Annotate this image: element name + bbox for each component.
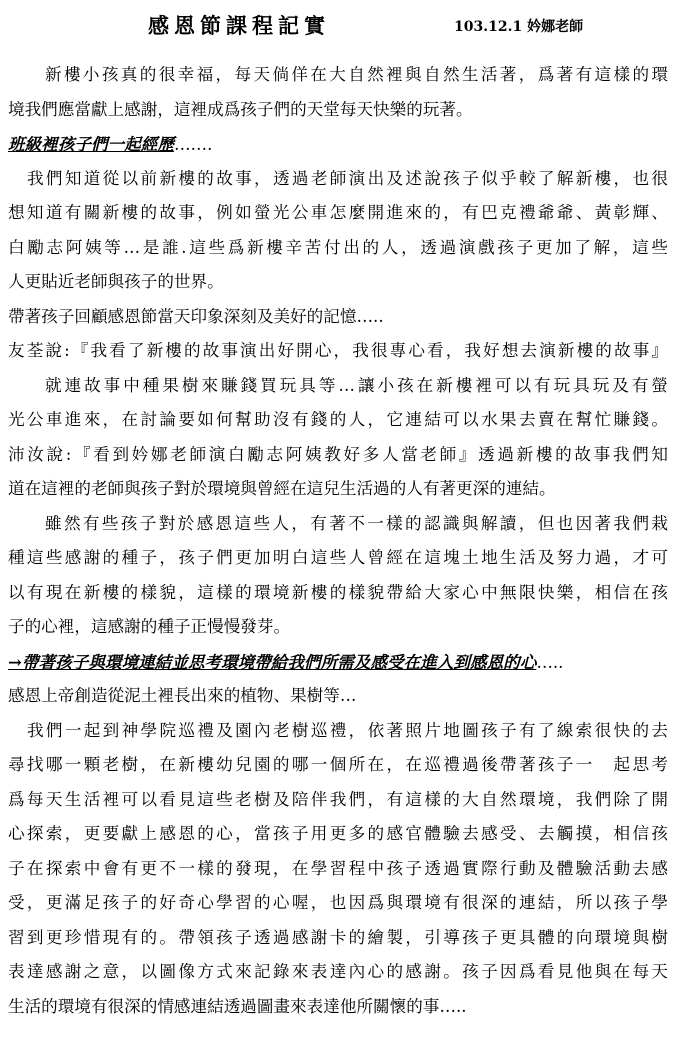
quote-line: 沛汝說:『看到妗娜老師演白勵志阿姨教好多人當老師』透過新樓的故事我們知 [8,444,668,464]
paragraph-line: 感恩上帝創造從泥土裡長出來的植物、果樹等… [8,686,357,705]
paragraph-line: 子的心裡，這感謝的種子正慢慢發芽。 [8,617,291,636]
paragraph-line: 道在這裡的老師與孩子對於環境與曾經在這兒生活過的人有著更深的連結。 [8,479,556,498]
paragraph-line: 以有現在新樓的樣貌，這樣的環境新樓的樣貌帶給大家心中無限快樂，相信在孩 [8,582,668,602]
section-heading [8,645,668,680]
paragraph-line: 爲每天生活裡可以看見這些老樹及陪伴我們，有這樣的大自然環境，我們除了開 [8,789,668,809]
paragraph-line: 就連故事中種果樹來賺錢買玩具等…讓小孩在新樓裡可以有玩具玩及有螢 [45,375,668,395]
paragraph-line: 白勵志阿姨等…是誰.這些爲新樓辛苦付出的人，透過演戲孩子更加了解，這些 [8,237,668,257]
paragraph-line: 習到更珍惜現有的。帶領孩子透過感謝卡的繪製，引導孩子更具體的向環境與樹 [8,927,668,947]
paragraph-line: 人更貼近老師與孩子的世界。 [8,272,224,291]
paragraph-line: 境我們應當獻上感謝，這裡成爲孩子們的天堂每天快樂的玩著。 [8,99,473,119]
paragraph-line: 光公車進來，在討論要如何幫助沒有錢的人，它連結可以水果去賣在幫忙賺錢。 [8,410,668,429]
paragraph-line: 種這些感謝的種子，孩子們更加明白這些人曾經在這塊土地生活及努力過，才可 [8,548,668,567]
paragraph-line: 生活的環境有很深的情感連結透過圖畫來表達他所關懷的事….. [8,996,467,1016]
paragraph-line: 想知道有關新樓的故事，例如螢光公車怎麼開進來的，有巴克禮爺爺、黃彰輝、 [8,203,668,222]
paragraph-line: 心探索，更要獻上感恩的心，當孩子用更多的感官體驗去感受、去觸摸，相信孩 [8,824,668,843]
paragraph-line: 雖然有些孩子對於感恩這些人，有著不一樣的認識與解讀，但也因著我們栽 [45,513,668,533]
paragraph-line: 子在探索中會有更不一樣的發現，在學習程中孩子透過實際行動及體驗活動去感 [8,858,668,878]
quote-line: 友荃說:『我看了新樓的故事演出好開心，我很專心看，我好想去演新樓的故事』 [8,341,668,360]
document-body [8,58,668,1024]
section-heading-ellipsis: ……. [173,135,213,154]
document-header [0,8,686,42]
paragraph-line: 新樓小孩真的很幸福，每天倘佯在大自然裡與自然生活著，爲著有這樣的環 [45,65,668,84]
paragraph-line: 受，更滿足孩子的好奇心學習的心喔，也因爲與環境有很深的連結，所以孩子學 [8,893,668,912]
paragraph-line: 尋找哪一顆老樹，在新樓幼兒園的哪一個所在，在巡禮過後帶著孩子一 起思考 [8,755,668,774]
paragraph-line: 我們一起到神學院巡禮及園內老樹巡禮，依著照片地圖孩子有了線索很快的去 [27,720,668,740]
paragraph-line: 我們知道從以前新樓的故事，透過老師演出及述說孩子似乎較了解新樓，也很 [27,168,668,188]
paragraph-line: 表達感謝之意，以圖像方式來記錄來表達內心的感謝。孩子因爲看見他與在每天 [8,962,668,981]
document-date-author: 103.12.1 妗娜老師 [454,19,584,35]
section-heading-ellipsis: ….. [536,652,564,672]
paragraph-line: 帶著孩子回顧感恩節當天印象深刻及美好的記憶….. [8,306,384,326]
document-title: 感恩節課程記實 [148,13,330,38]
section-heading-text: →帶著孩子與環境連結並思考環境帶給我們所需及感受在進入到感恩的心 [8,651,537,672]
section-heading-text: 班級裡孩子們一起經歷 [8,134,174,154]
section-heading [8,127,668,162]
